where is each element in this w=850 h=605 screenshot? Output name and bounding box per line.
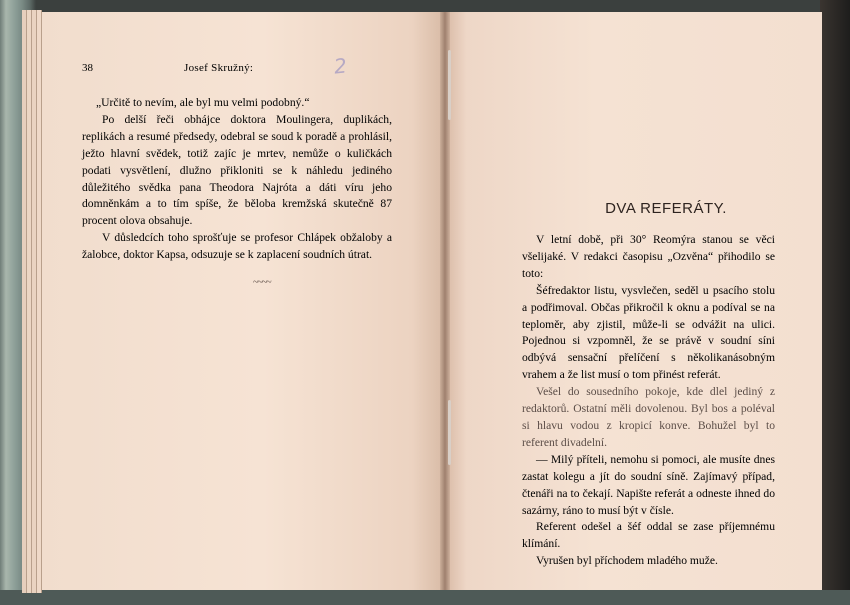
- book-cover-right: [820, 0, 850, 605]
- paragraph: — Milý příteli, nemohu si pomoci, ale musíte dnes zastat kolegu a jít do soudní síně. Zajímavý případ, čtenáři na to čekají. Napište referát a odneste ihned do sazárny, ráno to musí být v čísle.: [522, 452, 775, 517]
- left-page-text: [82, 95, 392, 264]
- running-head: [82, 53, 382, 80]
- paragraph: Šéfredaktor listu, vysvlečen, seděl u psacího stolu a podřimoval. Občas přikročil k oknu a podíval se na teploměr, aby zjistil, může-li se odvážit na ulici. Pojednou si vzpomněl, že se právě v soudní síni odbývá sensační přelíčení s několikanásobným vrahem a že list musí o tom přinést referát.: [522, 283, 775, 382]
- binding-stitch: [448, 400, 451, 465]
- paragraph: Po delší řeči obhájce doktora Moulingera, duplikách, replikách a resumé předsedy, odebral se soud k poradě a prohlásil, ježto hlavní svědek, totiž zajíc je mrtev, nemůže o kuličkách podati vysvětlení, dlužno přikloniti se k náhledu jediného důležitého svědka pana Theodora Najróta a dáti víru jeho domněnkám a to tím spíše, že běloba kremžská skutečně 87 procent olova obsahuje.: [82, 112, 392, 228]
- pencil-mark: 2: [332, 53, 348, 79]
- paragraph: Vyrušen byl příchodem mladého muže.: [536, 554, 718, 568]
- paragraph: V důsledcích toho sprošťuje se profesor Chlápek obžaloby a žalobce, doktor Kapsa, odsuzuje se k zaplacení soudních útrat.: [82, 231, 392, 262]
- page-number: 38: [82, 62, 93, 74]
- paragraph: Vešel do sousedního pokoje, kde dlel jediný z redaktorů. Ostatní měli dovolenou. Byl bos a poléval si hlavu vodou z kropicí konve. Bohužel byl to referent divadelní.: [522, 385, 775, 449]
- right-page-text: [522, 232, 775, 570]
- paragraph: „Určitě to nevím, ale byl mu velmi podobný.“: [96, 96, 310, 109]
- binding-stitch: [448, 50, 451, 120]
- section-ornament: ~~~~: [253, 277, 271, 288]
- paragraph: Referent odešel a šéf oddal se zase příjemnému klímání.: [522, 520, 775, 551]
- book-cover-bottom: [0, 590, 850, 605]
- paragraph: V letní době, při 30° Reomýra stanou se věci všelijaké. V redakci časopisu „Ozvěna“ přihodilo se toto:: [522, 233, 775, 280]
- running-title: Josef Skružný:: [184, 62, 254, 74]
- chapter-title: DVA REFERÁTY.: [605, 200, 727, 217]
